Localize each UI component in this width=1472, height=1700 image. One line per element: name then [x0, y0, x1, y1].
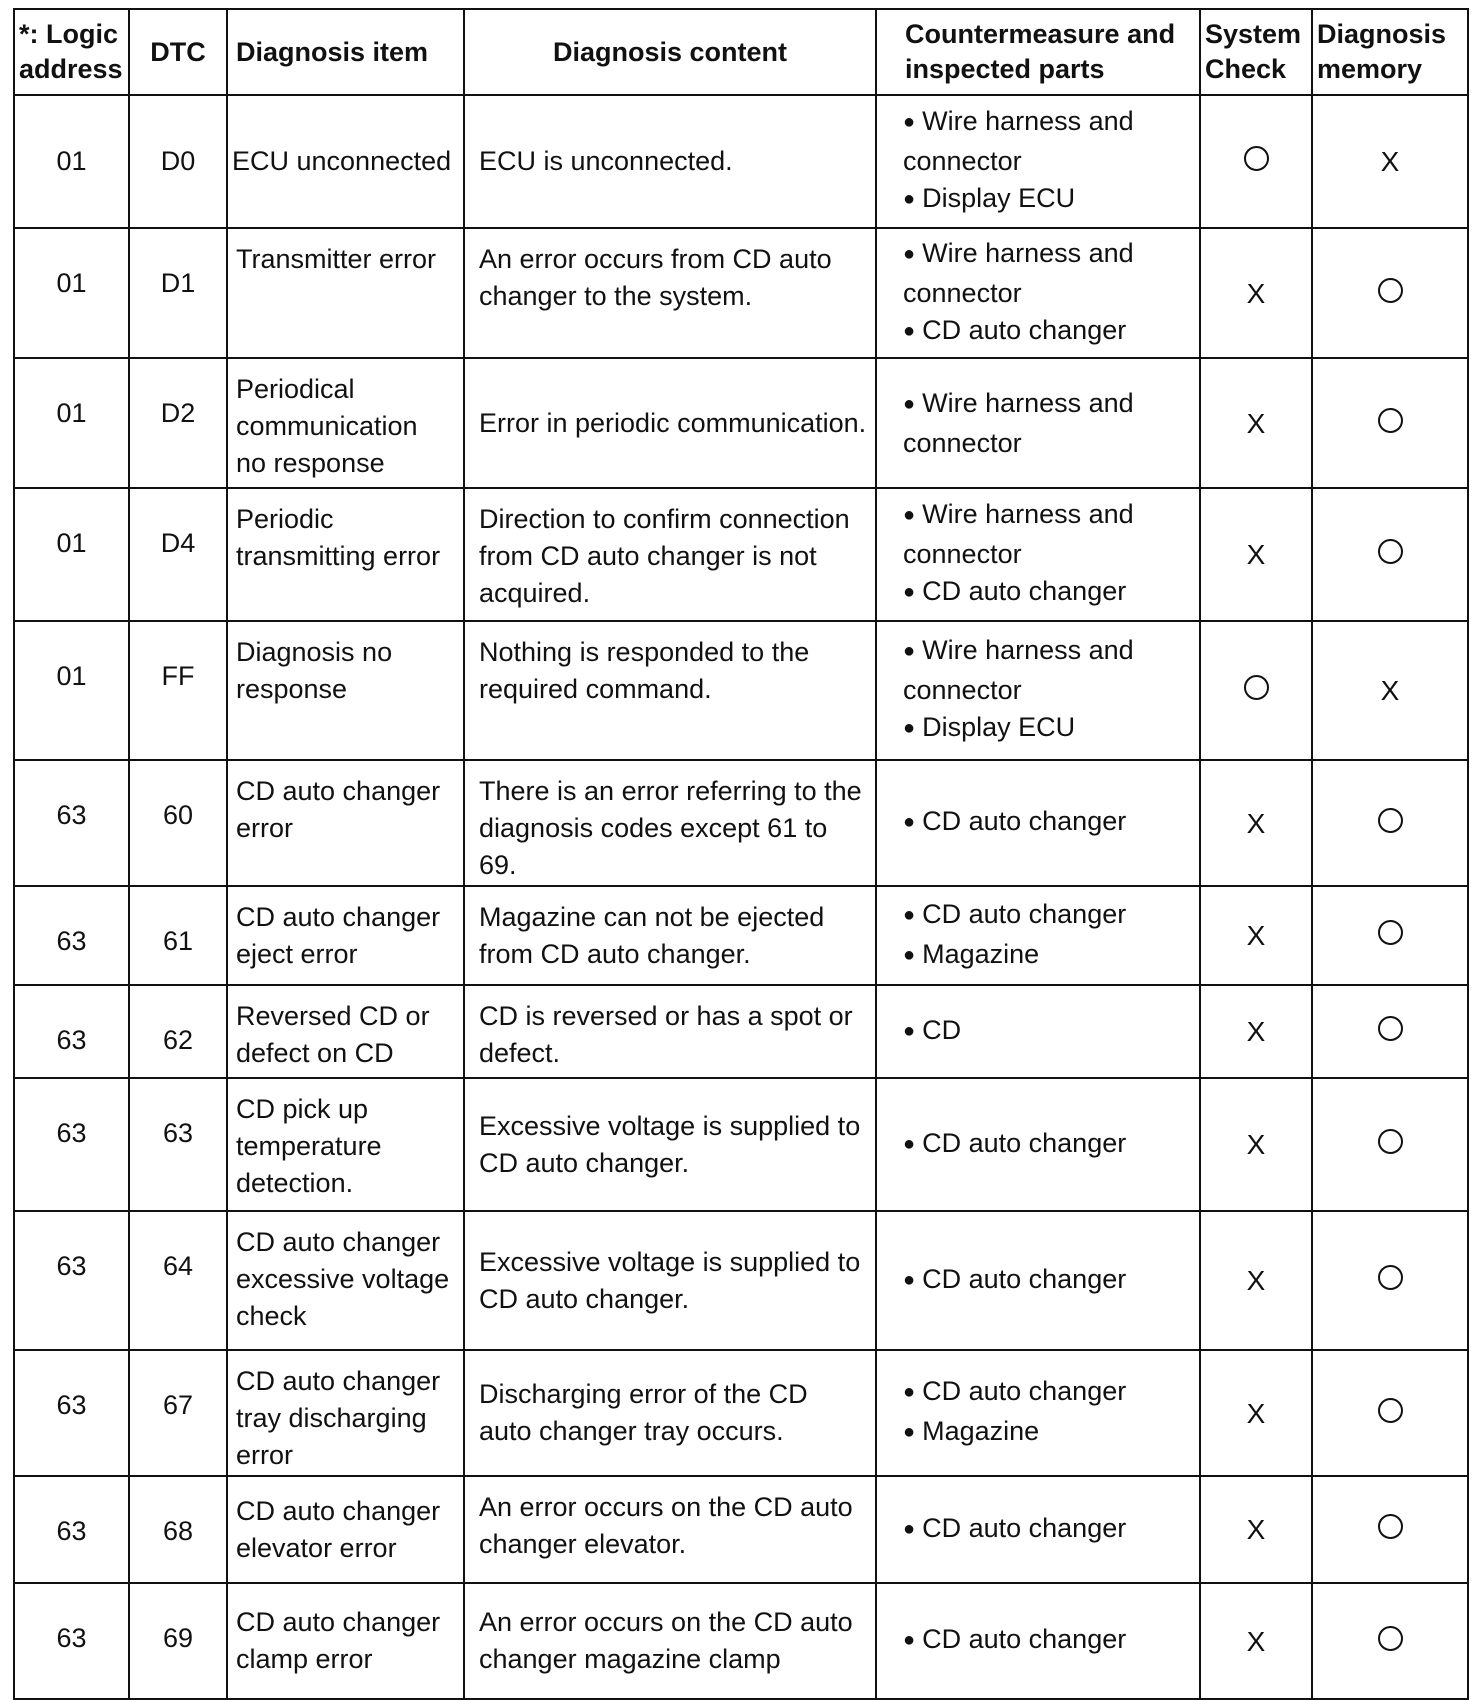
cross-mark: X — [1246, 920, 1266, 951]
countermeasure-cell — [876, 95, 1200, 228]
header-diagnosis-content: Diagnosis content — [464, 9, 876, 95]
diagnosis-item-cell: Periodical communication no response — [227, 358, 464, 488]
inspected-part: ● Wire harness and connector — [903, 496, 1191, 573]
system-check-cell — [1200, 1583, 1312, 1699]
inspected-part: ● Wire harness and connector — [903, 385, 1191, 462]
countermeasure-cell — [876, 886, 1200, 985]
logic-address-cell: 63 — [14, 1583, 129, 1699]
circle-icon — [1378, 1626, 1403, 1651]
logic-address-cell: 63 — [14, 886, 129, 985]
inspected-part: ● CD auto changer — [903, 573, 1191, 613]
countermeasure-cell — [876, 1476, 1200, 1583]
table-row — [14, 488, 1468, 621]
diagnosis-item-cell: Transmitter error — [227, 228, 464, 358]
diagnosis-memory-cell — [1312, 95, 1468, 228]
inspected-part: ● Wire harness and connector — [903, 235, 1191, 312]
countermeasure-cell — [876, 1350, 1200, 1476]
inspected-parts-list — [903, 235, 1191, 352]
inspected-parts-list — [903, 896, 1191, 976]
header-countermeasure: Countermeasure and inspected parts — [876, 9, 1200, 95]
dtc-cell: 67 — [129, 1350, 227, 1476]
diagnosis-memory-cell — [1312, 621, 1468, 760]
circle-icon — [1378, 1129, 1403, 1154]
countermeasure-cell — [876, 760, 1200, 886]
inspected-part: ● CD auto changer — [903, 1125, 1191, 1165]
table-row — [14, 1211, 1468, 1350]
table-row — [14, 1078, 1468, 1211]
logic-address-cell: 63 — [14, 985, 129, 1078]
circle-icon — [1378, 408, 1403, 433]
inspected-part: ● CD auto changer — [903, 1261, 1191, 1301]
inspected-parts-list — [903, 1261, 1191, 1301]
inspected-parts-list — [903, 103, 1191, 220]
logic-address-cell: 01 — [14, 488, 129, 621]
inspected-parts-list — [903, 385, 1191, 462]
table-row — [14, 1350, 1468, 1476]
circle-icon — [1378, 1514, 1403, 1539]
system-check-cell — [1200, 1350, 1312, 1476]
diagnosis-item-cell: CD auto changer clamp error — [227, 1583, 464, 1699]
system-check-cell — [1200, 760, 1312, 886]
countermeasure-cell — [876, 985, 1200, 1078]
cross-mark: X — [1246, 1265, 1266, 1296]
cross-mark: X — [1380, 675, 1400, 706]
diagnosis-content-cell: Discharging error of the CD auto changer tray occurs. — [464, 1350, 876, 1476]
diagnosis-content-cell: Error in periodic communication. — [464, 358, 876, 488]
dtc-cell: D0 — [129, 95, 227, 228]
diagnosis-item-cell: CD auto changer error — [227, 760, 464, 886]
dtc-cell: D4 — [129, 488, 227, 621]
countermeasure-cell — [876, 1078, 1200, 1211]
inspected-part: ● CD auto changer — [903, 1510, 1191, 1550]
table-row — [14, 886, 1468, 985]
logic-address-cell: 63 — [14, 1476, 129, 1583]
table-row — [14, 760, 1468, 886]
cross-mark: X — [1246, 1397, 1266, 1429]
system-check-cell — [1200, 95, 1312, 228]
diagnosis-item-cell: CD auto changer elevator error — [227, 1476, 464, 1583]
system-check-cell — [1200, 358, 1312, 488]
table-row — [14, 358, 1468, 488]
diagnosis-memory-cell — [1312, 488, 1468, 621]
diagnosis-item-cell: ECU unconnected — [227, 95, 464, 228]
table-row — [14, 1583, 1468, 1699]
logic-address-cell: 63 — [14, 1350, 129, 1476]
diagnosis-content-cell: An error occurs on the CD auto changer magazine clamp — [464, 1583, 876, 1699]
diagnosis-content-cell: Direction to confirm connection from CD auto changer is not acquired. — [464, 488, 876, 621]
inspected-parts-list — [903, 1012, 1191, 1052]
header-diagnosis-item: Diagnosis item — [227, 9, 464, 95]
diagnosis-memory-cell — [1312, 1476, 1468, 1583]
diagnosis-content-cell: Excessive voltage is supplied to CD auto changer. — [464, 1078, 876, 1211]
system-check-cell — [1200, 985, 1312, 1078]
diagnosis-item-cell: Diagnosis no response — [227, 621, 464, 760]
inspected-part: ● CD auto changer — [903, 896, 1191, 936]
circle-icon — [1378, 920, 1403, 945]
inspected-part: ● Wire harness and connector — [903, 103, 1191, 180]
cross-mark: X — [1380, 146, 1400, 177]
diagnosis-content-cell: CD is reversed or has a spot or defect. — [464, 985, 876, 1078]
circle-icon — [1378, 1016, 1403, 1041]
system-check-cell — [1200, 886, 1312, 985]
diagnosis-content-cell: Nothing is responded to the required command. — [464, 621, 876, 760]
diagnosis-memory-cell — [1312, 886, 1468, 985]
logic-address-cell: 01 — [14, 621, 129, 760]
system-check-cell — [1200, 1476, 1312, 1583]
dtc-cell: 69 — [129, 1583, 227, 1699]
diagnosis-content-cell: There is an error referring to the diagnosis codes except 61 to 69. — [464, 760, 876, 886]
diagnosis-content-cell: ECU is unconnected. — [464, 95, 876, 228]
dtc-cell: 61 — [129, 886, 227, 985]
circle-icon — [1378, 808, 1403, 833]
system-check-cell — [1200, 228, 1312, 358]
circle-icon — [1378, 1265, 1403, 1290]
inspected-part: ● Magazine — [903, 936, 1191, 976]
dtc-cell: D1 — [129, 228, 227, 358]
table-row — [14, 95, 1468, 228]
dtc-cell: FF — [129, 621, 227, 760]
diagnosis-content-cell: An error occurs on the CD auto changer elevator. — [464, 1476, 876, 1583]
diagnosis-memory-cell — [1312, 358, 1468, 488]
diagnosis-content-cell: An error occurs from CD auto changer to the system. — [464, 228, 876, 358]
diagnosis-item-cell: CD pick up temperature detection. — [227, 1078, 464, 1211]
diagnosis-memory-cell — [1312, 760, 1468, 886]
header-row — [14, 9, 1468, 95]
dtc-cell: D2 — [129, 358, 227, 488]
header-diagnosis-memory: Diagnosis memory — [1312, 9, 1468, 95]
dtc-cell: 68 — [129, 1476, 227, 1583]
diagnosis-memory-cell — [1312, 1211, 1468, 1350]
table-row — [14, 985, 1468, 1078]
logic-address-cell: 63 — [14, 1078, 129, 1211]
logic-address-cell: 63 — [14, 1211, 129, 1350]
diagnosis-memory-cell — [1312, 228, 1468, 358]
diagnosis-memory-cell — [1312, 1583, 1468, 1699]
logic-address-cell: 63 — [14, 760, 129, 886]
inspected-part: ● Wire harness and connector — [903, 632, 1191, 709]
inspected-part: ● Magazine — [903, 1413, 1191, 1453]
diagnosis-memory-cell — [1312, 985, 1468, 1078]
table-row — [14, 228, 1468, 358]
inspected-parts-list — [903, 1125, 1191, 1165]
cross-mark: X — [1246, 807, 1266, 839]
dtc-cell: 60 — [129, 760, 227, 886]
inspected-part: ● CD auto changer — [903, 312, 1191, 352]
inspected-parts-list — [903, 803, 1191, 843]
countermeasure-cell — [876, 228, 1200, 358]
circle-icon — [1244, 675, 1269, 700]
diagnosis-item-cell: Reversed CD or defect on CD — [227, 985, 464, 1078]
header-dtc: DTC — [129, 9, 227, 95]
dtc-cell: 63 — [129, 1078, 227, 1211]
diagnosis-memory-cell — [1312, 1078, 1468, 1211]
inspected-parts-list — [903, 1373, 1191, 1453]
cross-mark: X — [1246, 1625, 1266, 1657]
logic-address-cell: 01 — [14, 358, 129, 488]
system-check-cell — [1200, 488, 1312, 621]
inspected-part: ● CD — [903, 1012, 1191, 1052]
countermeasure-cell — [876, 1583, 1200, 1699]
diagnosis-memory-cell — [1312, 1350, 1468, 1476]
cross-mark: X — [1246, 1016, 1266, 1047]
dtc-cell: 64 — [129, 1211, 227, 1350]
dtc-cell: 62 — [129, 985, 227, 1078]
cross-mark: X — [1246, 1514, 1266, 1545]
countermeasure-cell — [876, 1211, 1200, 1350]
logic-address-cell: 01 — [14, 95, 129, 228]
inspected-parts-list — [903, 632, 1191, 749]
dtc-table — [13, 8, 1469, 1700]
diagnosis-item-cell: CD auto changer tray discharging error — [227, 1350, 464, 1476]
inspected-part: ● CD auto changer — [903, 803, 1191, 843]
diagnosis-content-cell: Magazine can not be ejected from CD auto changer. — [464, 886, 876, 985]
countermeasure-cell — [876, 488, 1200, 621]
circle-icon — [1378, 1398, 1403, 1423]
circle-icon — [1378, 278, 1403, 303]
inspected-parts-list — [903, 496, 1191, 613]
countermeasure-cell — [876, 358, 1200, 488]
cross-mark: X — [1246, 277, 1266, 309]
diagnosis-item-cell: CD auto changer eject error — [227, 886, 464, 985]
inspected-part: ● Display ECU — [903, 180, 1191, 220]
inspected-part: ● CD auto changer — [903, 1621, 1191, 1661]
diagnosis-content-cell: Excessive voltage is supplied to CD auto changer. — [464, 1211, 876, 1350]
cross-mark: X — [1246, 1129, 1266, 1160]
header-system-check: System Check — [1200, 9, 1312, 95]
diagnosis-item-cell: CD auto changer excessive voltage check — [227, 1211, 464, 1350]
circle-icon — [1244, 146, 1269, 171]
cross-mark: X — [1246, 407, 1266, 439]
countermeasure-cell — [876, 621, 1200, 760]
circle-icon — [1378, 539, 1403, 564]
inspected-part: ● Display ECU — [903, 709, 1191, 749]
logic-address-cell: 01 — [14, 228, 129, 358]
header-logic-address: *: Logic address — [14, 9, 129, 95]
system-check-cell — [1200, 621, 1312, 760]
inspected-parts-list — [903, 1621, 1191, 1661]
cross-mark: X — [1246, 539, 1266, 570]
table-row — [14, 621, 1468, 760]
inspected-part: ● CD auto changer — [903, 1373, 1191, 1413]
system-check-cell — [1200, 1078, 1312, 1211]
table-row — [14, 1476, 1468, 1583]
diagnosis-item-cell: Periodic transmitting error — [227, 488, 464, 621]
system-check-cell — [1200, 1211, 1312, 1350]
inspected-parts-list — [903, 1510, 1191, 1550]
